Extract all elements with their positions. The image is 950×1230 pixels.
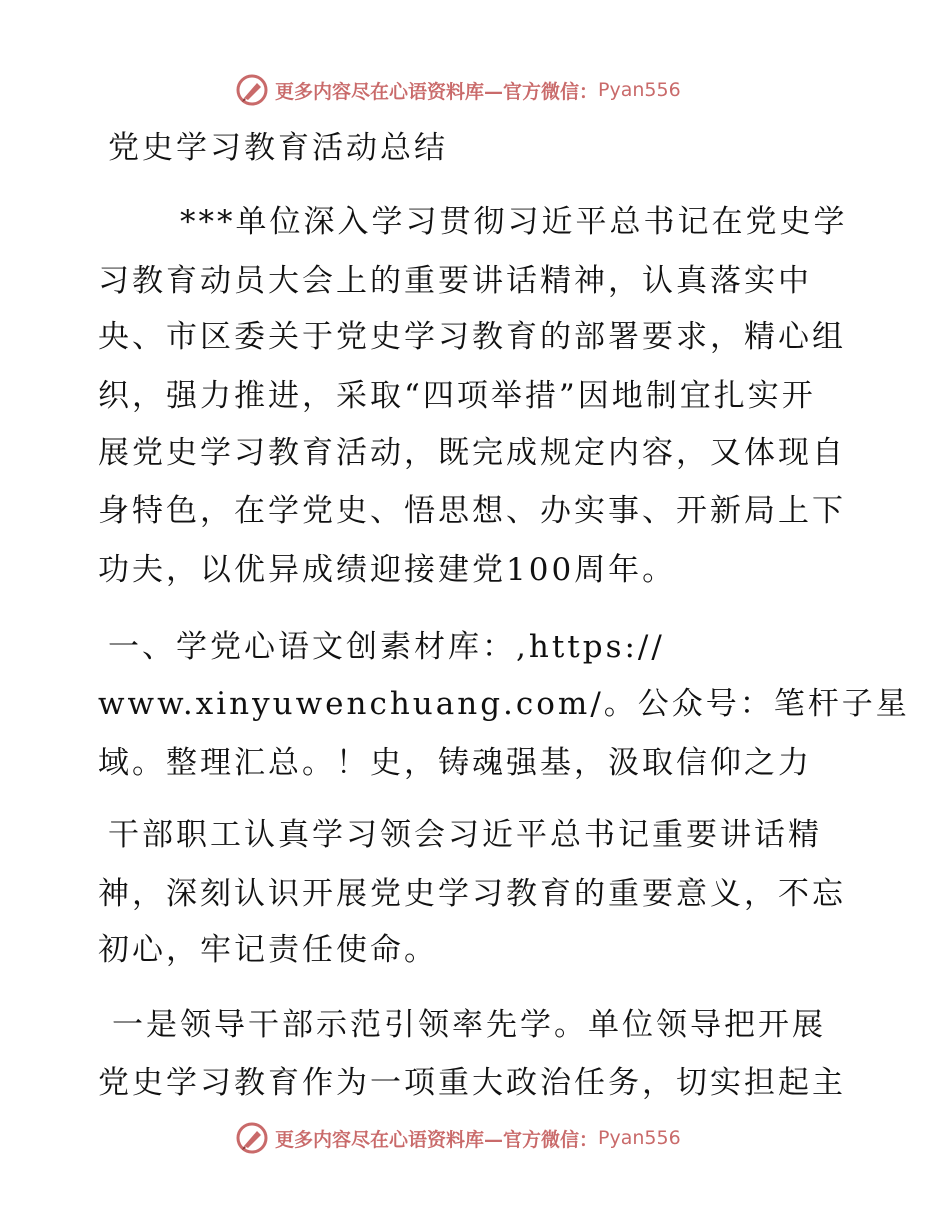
paragraph-line: 展党史学习教育活动，既完成规定内容，又体现自: [98, 435, 846, 471]
paragraph-line: ***单位深入学习贯彻习近平总书记在党史学: [180, 204, 848, 240]
paragraph-line: www.xinyuwenchuang.com/。公众号：笔杆子星: [98, 686, 910, 722]
banner-wechat-id: Pyan556: [598, 79, 681, 101]
paragraph-line: 习教育动员大会上的重要讲话精神，认真落实中: [98, 263, 812, 299]
banner-wechat-id: Pyan556: [598, 1127, 681, 1149]
paragraph-line: 身特色，在学党史、悟思想、办实事、开新局上下: [98, 493, 846, 529]
header-banner: [235, 70, 755, 110]
paragraph-line: 一是领导干部示范引领率先学。单位领导把开展: [112, 1007, 826, 1043]
paragraph-line: 织，强力推进，采取“四项举措”因地制宜扎实开: [98, 378, 816, 414]
paragraph-line: 初心，牢记责任使命。: [98, 932, 438, 968]
document-title: 党史学习教育活动总结: [108, 130, 448, 166]
paragraph-line: 央、市区委关于党史学习教育的部署要求，精心组: [98, 319, 846, 355]
paragraph-line: 一、学党心语文创素材库：,https://: [108, 629, 665, 665]
paragraph-line: 干部职工认真学习领会习近平总书记重要讲话精: [108, 817, 822, 853]
banner-text: 更多内容尽在心语资料库—官方微信：: [275, 80, 599, 103]
paragraph-line: 党史学习教育作为一项重大政治任务，切实担起主: [98, 1065, 846, 1101]
paragraph-line: 神，深刻认识开展党史学习教育的重要意义，不忘: [98, 876, 846, 912]
pen-logo-icon: [235, 1121, 269, 1155]
paragraph-line: 功夫，以优异成绩迎接建党100周年。: [98, 552, 677, 588]
footer-banner: [235, 1118, 755, 1158]
paragraph-line: 域。整理汇总。！史，铸魂强基，汲取信仰之力: [98, 745, 812, 781]
pen-logo-icon: [235, 73, 269, 107]
banner-text: 更多内容尽在心语资料库—官方微信：: [275, 1128, 599, 1151]
